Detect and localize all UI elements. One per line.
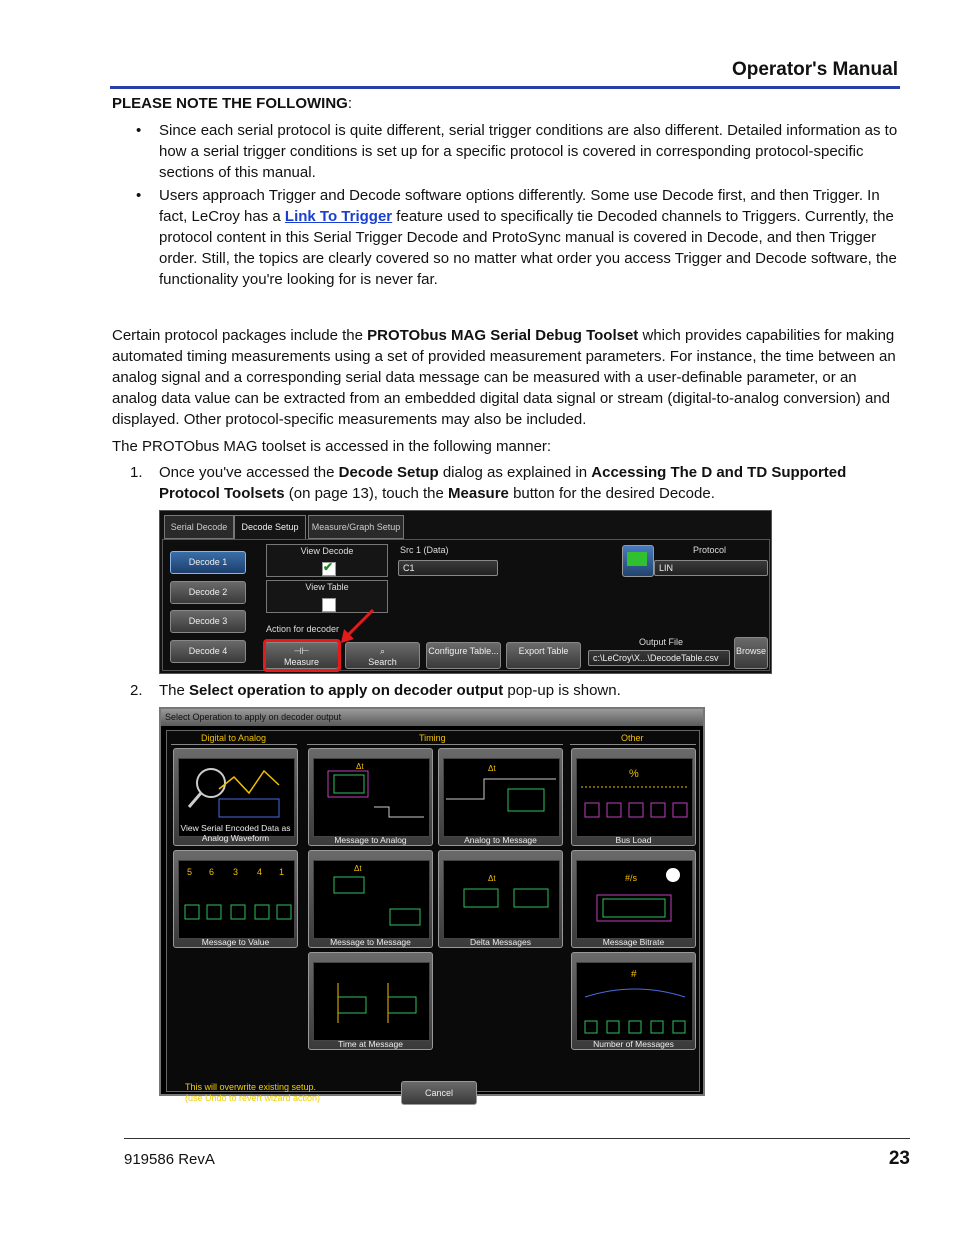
measure-icon: ⊣⊢ — [293, 646, 310, 656]
export-table-button[interactable]: Export Table — [506, 642, 581, 669]
list-item: • Users approach Trigger and Decode software options differently. Some use Decode first, and then Trigger. In fact, LeCroy has a Link To Trigger feature used to specifically tie Decoded channels to Triggers. Currently, the protocol content in this Serial Trigger Decode and ProtoSync manual is covered in Decode, and then Trigger order. Still, the topics are clearly covered so no matter what order you access Trigger and Decode software, the functionality you're looking for is never far. — [136, 187, 897, 288]
output-file-label: Output File — [639, 637, 684, 647]
message-bitrate-icon — [576, 860, 693, 939]
svg-text:Δt: Δt — [488, 764, 496, 773]
view-table-checkbox[interactable] — [322, 598, 336, 612]
decode-setup-screenshot — [159, 510, 772, 674]
tab-measure-graph-setup[interactable]: Measure/Graph Setup — [308, 515, 404, 539]
note-list — [112, 120, 900, 292]
red-arrow-icon — [338, 607, 378, 647]
measure-button[interactable]: ⊣⊢ Measure — [264, 642, 339, 669]
svg-text:1: 1 — [279, 867, 285, 877]
svg-text:#: # — [631, 969, 637, 980]
svg-text:6: 6 — [209, 867, 215, 877]
analog-to-message-icon — [443, 758, 560, 837]
divider — [570, 744, 696, 745]
svg-text:3: 3 — [233, 867, 239, 877]
number-of-messages-card[interactable]: # Number of Messages — [571, 952, 696, 1050]
footer-doc-number: 919586 RevA — [124, 1151, 215, 1168]
analog-to-message-card[interactable]: Δt Analog to Message — [438, 748, 563, 846]
dialog-title: Select Operation to apply on decoder output — [161, 709, 703, 726]
divider — [171, 744, 297, 745]
svg-text:Δt: Δt — [488, 874, 496, 883]
time-at-message-card[interactable]: Time at Message — [308, 952, 433, 1050]
section-timing: Timing — [419, 733, 446, 743]
decode-4-button[interactable]: Decode 4 — [170, 640, 246, 663]
select-operation-screenshot — [159, 707, 705, 1103]
svg-text:Δt: Δt — [356, 762, 364, 771]
message-to-message-card[interactable]: Δt Message to Message — [308, 850, 433, 948]
section-digital-to-analog: Digital to Analog — [201, 733, 267, 743]
paragraph: Certain protocol packages include the PROTObus MAG Serial Debug Toolset which provides capabilities for making automated timing measurements using a set of provided measurement parameters. For instance, the time between an analog signal and a corresponding serial data message can be measured with a user-definable parameter, or an analog data value can be extracted from an embedded digital data signal or stream (digital-to-analog conversion) and displayed. Other protocol-specific measurements may also be included. — [112, 327, 896, 428]
message-to-analog-icon — [313, 758, 430, 837]
footer-rule — [124, 1138, 910, 1139]
protocol-label: Protocol — [693, 545, 727, 555]
dialog-body — [166, 730, 700, 1103]
time-at-message-icon — [313, 962, 430, 1041]
divider — [307, 744, 563, 745]
action-label: Action for decoder — [266, 624, 340, 634]
tab-serial-decode[interactable]: Serial Decode — [164, 515, 234, 539]
message-bitrate-card[interactable]: #/s Message Bitrate — [571, 850, 696, 948]
delta-messages-card[interactable]: Δt Delta Messages — [438, 850, 563, 948]
message-to-analog-card[interactable]: Δt Message to Analog — [308, 748, 433, 846]
search-button[interactable]: ⌕ Search — [345, 642, 420, 669]
delta-messages-icon — [443, 860, 560, 939]
svg-text:Δt: Δt — [354, 864, 362, 873]
view-serial-analog-card[interactable]: View Serial Encoded Data as Analog Waveform — [173, 748, 298, 846]
svg-text:4: 4 — [257, 867, 263, 877]
list-item: • Since each serial protocol is quite different, serial trigger conditions are also different. Detailed information as to how a serial trigger conditions is set up for a specific protocol is covered in corresponding protocol-specific sections of this manual. — [136, 122, 898, 181]
svg-text:5: 5 — [187, 867, 193, 877]
browse-button[interactable]: Browse — [734, 637, 768, 669]
src-label: Src 1 (Data) — [400, 545, 449, 555]
view-decode-checkbox[interactable] — [322, 562, 336, 576]
src-field[interactable]: C1 — [398, 560, 498, 576]
step-1: 1. Once you've accessed the Decode Setup dialog as explained in Accessing The D and TD Supported Protocol Toolsets (on page 13), touch the Measure button for the desired Decode. — [130, 464, 847, 502]
message-to-value-icon — [178, 860, 295, 939]
section-other: Other — [621, 733, 644, 743]
svg-text:#/s: #/s — [625, 873, 638, 883]
page-header-title: Operator's Manual — [731, 59, 898, 80]
message-to-value-card[interactable]: 5 6 3 4 1 Message to Value — [173, 850, 298, 948]
number-of-messages-icon — [576, 962, 693, 1041]
header-rule — [110, 86, 900, 89]
view-decode-group: View Decode ✔ — [266, 544, 388, 577]
output-file-field[interactable]: c:\LeCroy\X...\DecodeTable.csv — [588, 650, 730, 666]
paragraph: The PROTObus MAG toolset is accessed in the following manner: — [112, 438, 552, 455]
search-icon: ⌕ — [379, 646, 386, 656]
link-to-trigger-link[interactable]: Link To Trigger — [284, 208, 393, 225]
page-number: 23 — [888, 1148, 910, 1169]
bus-load-icon — [576, 758, 693, 837]
overwrite-warning: This will overwrite existing setup. (use Undo to revert wizard action) — [185, 1082, 321, 1103]
protocol-icon[interactable] — [622, 545, 654, 577]
tab-decode-setup[interactable]: Decode Setup — [234, 515, 306, 539]
protocol-field[interactable]: LIN — [654, 560, 768, 576]
decode-2-button[interactable]: Decode 2 — [170, 581, 246, 604]
svg-text:%: % — [629, 768, 639, 780]
configure-table-button[interactable]: Configure Table... — [426, 642, 501, 669]
note-heading: PLEASE NOTE THE FOLLOWING: — [112, 95, 353, 112]
decode-1-button[interactable]: Decode 1 — [170, 551, 246, 574]
cancel-button[interactable]: Cancel — [401, 1081, 477, 1105]
decode-3-button[interactable]: Decode 3 — [170, 610, 246, 633]
message-to-message-icon — [313, 860, 430, 939]
bus-load-card[interactable]: % Bus Load — [571, 748, 696, 846]
view-table-group: View Table — [266, 580, 388, 613]
measure-highlight — [263, 639, 341, 672]
step-2: 2. The Select operation to apply on decoder output pop-up is shown. — [130, 682, 621, 699]
